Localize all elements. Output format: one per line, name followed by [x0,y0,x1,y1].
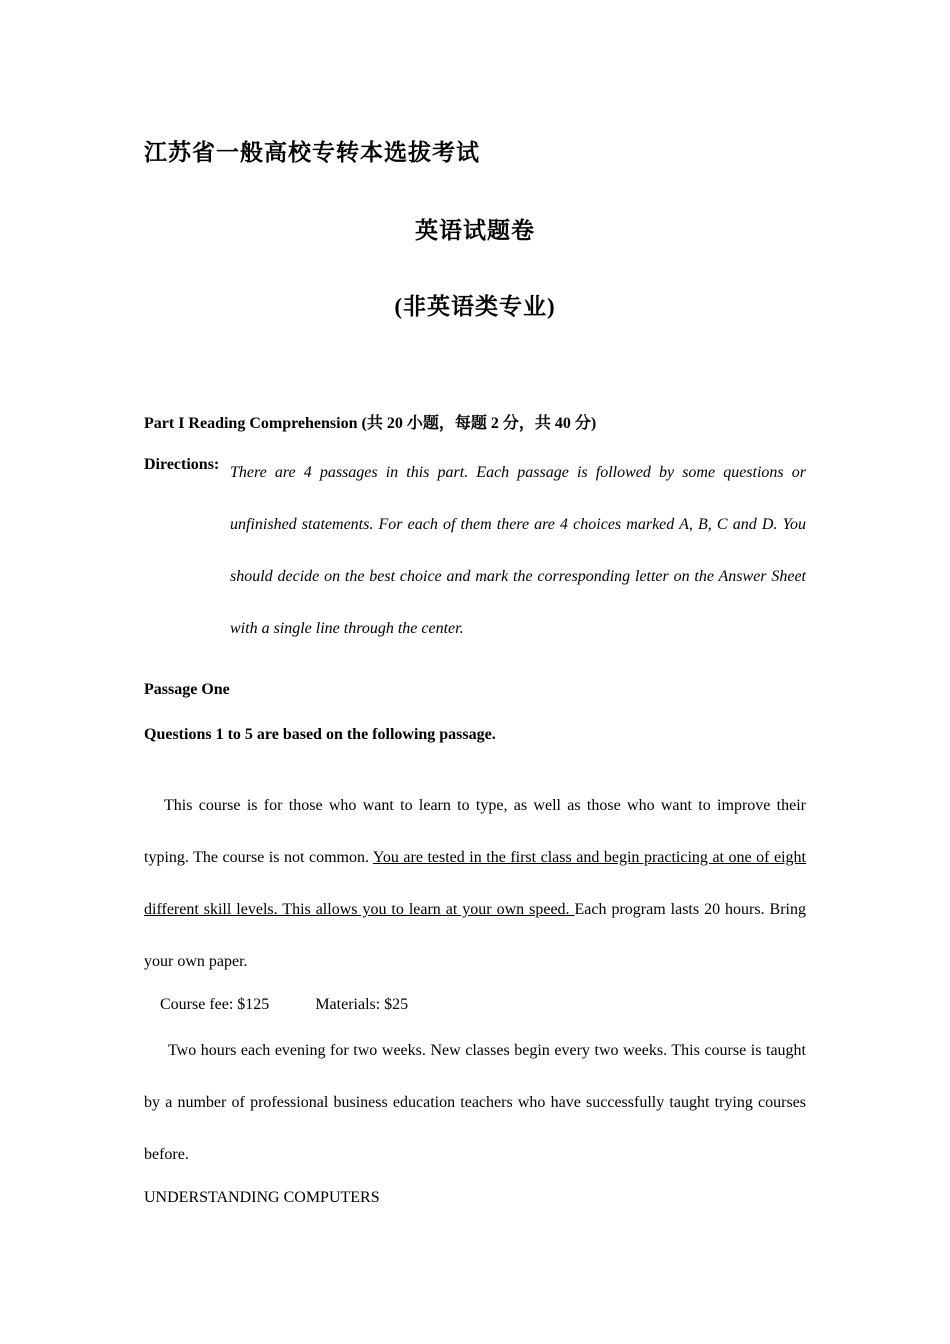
section-heading-understanding-computers: UNDERSTANDING COMPUTERS [144,1189,380,1206]
paper-subtitle: 英语试题卷 [415,218,535,243]
course-fee: Course fee: $125 [160,996,270,1013]
materials-fee: Materials: $25 [315,996,409,1013]
exam-title: 江苏省一般高校专转本选拔考试 [144,140,480,165]
fee-line [160,996,408,1014]
part-heading-cn: (共 20 小题，每题 2 分，共 40 分) [357,415,597,432]
part-heading [144,410,596,433]
part-heading-en: Part I Reading Comprehension [144,415,358,432]
passage-instruction: Questions 1 to 5 are based on the following passage. [144,726,496,743]
passage-paragraph-1 [144,780,806,988]
directions-label: Directions: [144,456,220,473]
paragraph-1-text-start: This course is for those who want to learn to type, as well as those who want to improve their typing. The course is not common. [144,797,806,866]
passage-paragraph-2: Two hours each evening for two weeks. New classes begin every two weeks. This course is taught by a number of professional business education teachers who have successfully taught trying courses before. [144,1042,806,1163]
paper-category: (非英语类专业) [394,294,556,319]
paragraph-1-underlined-text: You are tested in the first class and begin practicing at one of eight different skill levels. This allows you to learn at your own speed. [144,849,806,918]
paragraph-1-text-end: Each program lasts 20 hours. Bring your own paper. [144,901,807,970]
directions-text: There are 4 passages in this part. Each passage is followed by some questions or unfinished statements. For each of them there are 4 choices marked A, B, C and D. You should decide on the best choice and mark the corresponding letter on the Answer Sheet with a single line through the center. [230,464,806,637]
passage-title: Passage One [144,681,230,698]
